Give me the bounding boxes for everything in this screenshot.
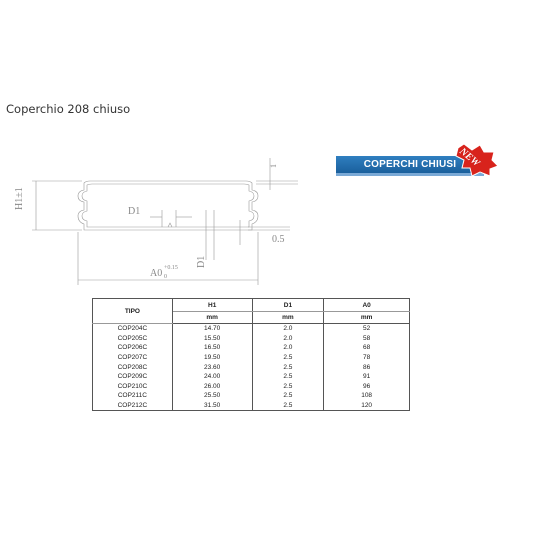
label-h1: H1±1 [14, 187, 25, 210]
cell-a0: 120 [324, 401, 410, 411]
table-row [93, 324, 410, 334]
table-row [93, 372, 410, 382]
cell-h1: 31.50 [172, 401, 252, 411]
col-header-d1: D1 [252, 299, 324, 312]
label-a0: A0 [150, 268, 163, 279]
table-row [93, 334, 410, 344]
cell-d1: 2.5 [252, 353, 324, 363]
cell-d1: 2.5 [252, 391, 324, 401]
unit-d1: mm [252, 312, 324, 324]
col-header-a0: A0 [324, 299, 410, 312]
cell-tipo: COP212C [93, 401, 173, 411]
cell-tipo: COP210C [93, 382, 173, 392]
cell-h1: 23.60 [172, 362, 252, 372]
spec-table [92, 298, 410, 411]
cell-h1: 26.00 [172, 382, 252, 392]
table-row [93, 362, 410, 372]
label-d1-top: D1 [128, 206, 141, 217]
table-row [93, 343, 410, 353]
cell-h1: 16.50 [172, 343, 252, 353]
label-a0-tol2: 0 [164, 274, 167, 280]
table-row [93, 391, 410, 401]
cell-a0: 96 [324, 382, 410, 392]
cell-a0: 108 [324, 391, 410, 401]
label-d1-side: D1 [196, 255, 207, 268]
cell-d1: 2.5 [252, 382, 324, 392]
cell-h1: 24.00 [172, 372, 252, 382]
cell-tipo: COP206C [93, 343, 173, 353]
table-row [93, 401, 410, 411]
cell-a0: 52 [324, 324, 410, 334]
col-header-tipo: TIPO [93, 299, 173, 324]
label-one: 1 [269, 164, 278, 168]
cell-d1: 2.0 [252, 334, 324, 344]
cell-a0: 78 [324, 353, 410, 363]
cell-d1: 2.0 [252, 343, 324, 353]
cell-d1: 2.0 [252, 324, 324, 334]
new-badge-label: NEW [457, 145, 482, 170]
cell-a0: 58 [324, 334, 410, 344]
page-title: Coperchio 208 chiuso [6, 102, 131, 116]
cell-d1: 2.5 [252, 401, 324, 411]
new-badge [454, 142, 500, 178]
cell-d1: 2.5 [252, 362, 324, 372]
cell-tipo: COP207C [93, 353, 173, 363]
cell-h1: 25.50 [172, 391, 252, 401]
cell-h1: 15.50 [172, 334, 252, 344]
unit-a0: mm [324, 312, 410, 324]
cell-tipo: COP204C [93, 324, 173, 334]
label-a0-tol: +0.15 [164, 265, 178, 271]
cell-a0: 86 [324, 362, 410, 372]
cell-tipo: COP205C [93, 334, 173, 344]
coperchi-chiusi-banner [336, 140, 506, 186]
cell-tipo: COP208C [93, 362, 173, 372]
unit-h1: mm [172, 312, 252, 324]
technical-drawing [0, 150, 320, 285]
cell-a0: 91 [324, 372, 410, 382]
table-row [93, 382, 410, 392]
cell-a0: 68 [324, 343, 410, 353]
cell-d1: 2.5 [252, 372, 324, 382]
cell-h1: 19.50 [172, 353, 252, 363]
banner-label: COPERCHI CHIUSI [336, 156, 484, 176]
table-row [93, 353, 410, 363]
label-half: 0.5 [272, 234, 285, 245]
cell-tipo: COP209C [93, 372, 173, 382]
col-header-h1: H1 [172, 299, 252, 312]
cell-h1: 14.70 [172, 324, 252, 334]
cell-tipo: COP211C [93, 391, 173, 401]
